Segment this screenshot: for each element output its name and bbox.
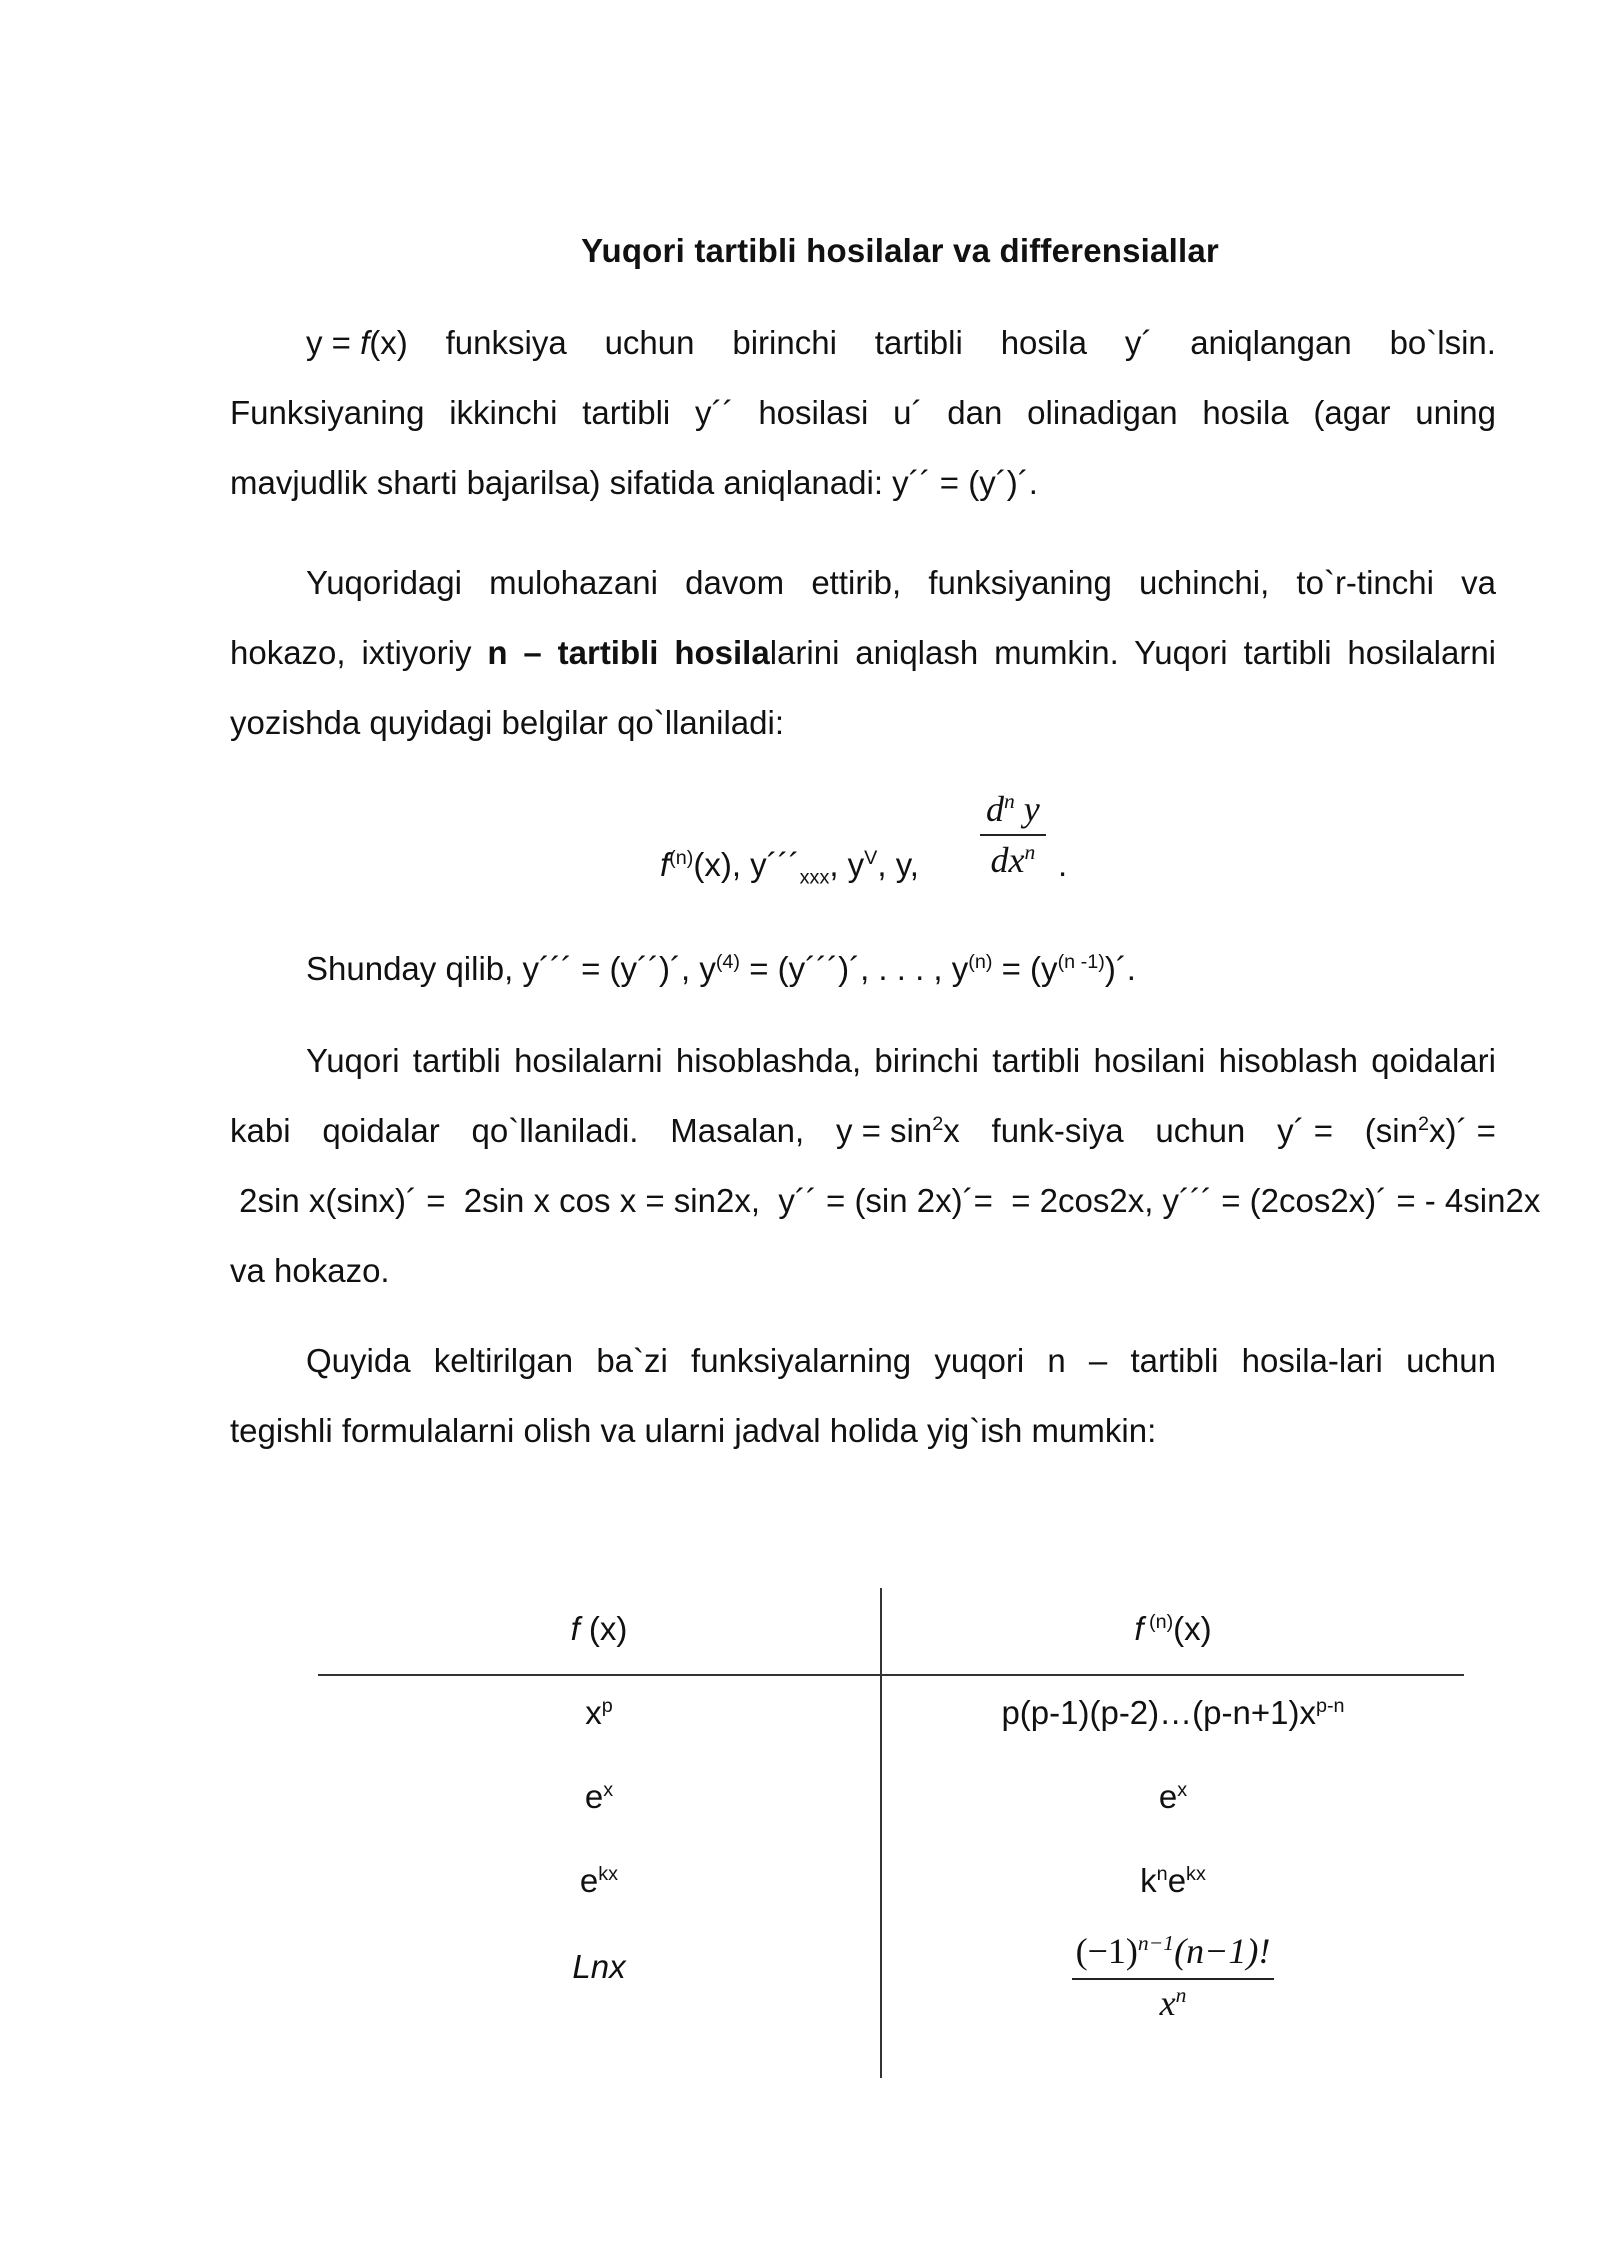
paragraph-4-line-1: Yuqori tartibli hosilalarni hisoblashda, birinchi tartibli hosilani hisoblash qoidalari [306,1042,1496,1079]
table-row: $k^ne^{kx}$ [1140,1862,1206,1899]
table-row: $e^{kx}$ [579,1862,619,1899]
paragraph-1-line-2: Funksiyaning ikkinchi tartibli y´´ hosilasi u´ dan olinadigan hosila (agar uning [230,394,1496,431]
paragraph-2-line-3: yozishda quyidagi belgilar qo`llaniladi: [230,704,785,741]
paragraph-2-line-1: Yuqoridagi mulohazani davom ettirib, funksiyaning uchinchi, to`r-tinchi va [306,564,1496,601]
log-derivative-fraction: $\frac{(-1)^{n-1}(n-1)!}{x^n}$ [1072,1928,1275,2026]
table-row: Lnx [572,1948,626,1985]
paragraph-4-line-3: 2sin x(sinx)´ = 2sin x cos x = sin2x, y´´ = (sin 2x)´= = 2cos2x, y´´´ = (2cos2x)´ = - 4sin2x [230,1182,1541,1219]
derivatives-table [318,1588,1464,2078]
paragraph-4-line-4: va hokazo. [230,1252,390,1289]
table-header-derivative: f $^{(n)}$(x) [1134,1610,1212,1647]
table-row: $x^p$ [585,1694,613,1731]
table-row: $e^x$ [1158,1778,1188,1815]
paragraph-4-line-2: kabi qoidalar qo`llaniladi. Masalan, $y = \sin^2x$ funk-siya uchun y´ = $(\sin^2x)´$ = [230,1112,1496,1149]
paragraph-2 [230,548,1496,758]
table-row: $e^x$ [584,1778,614,1815]
page-title: Yuqori tartibli hosilalar va differensiallar [581,232,1219,269]
paragraph-5-line-1: Quyida keltirilgan ba`zi funksiyalarning yuqori n – tartibli hosila-lari uchun [306,1342,1496,1379]
notation-formula: $f^{(n)}(x)$, $y´´´_{xxx}$, $y^V$, y, $d^n$ y $dx^n$ . [0,786,1600,906]
paragraph-5 [230,1326,1496,1466]
table-header-function: f (x) [570,1610,628,1647]
derivative-fraction: $d^n$ y $dx^n$ [980,786,1046,882]
paragraph-1-line-1: y = f(x) funksiya uchun birinchi tartibli hosila y´ aniqlangan bo`lsin. [306,324,1496,361]
table-row [882,1928,1464,2026]
paragraph-5-line-2: tegishli formulalarni olish va ularni jadval holida yig`ish mumkin: [230,1412,1157,1449]
paragraph-1-line-3: mavjudlik sharti bajarilsa) sifatida aniqlanadi: y´´ = (y´)´. [230,464,1038,501]
paragraph-3: Shunday qilib, y´´´ = (y´´)´, $y^{(4)}$ = (y´´´)´, . . . , $y^{(n)}$ = $(y^{(n -1)})´$. [306,950,1136,987]
paragraph-1 [230,308,1496,518]
paragraph-2-line-2: hokazo, ixtiyoriy n – tartibli hosilalarini aniqlash mumkin. Yuqori tartibli hosilalarni [230,634,1496,671]
table-row: $p(p-1)(p-2)\dots(p-n+1)x^{p-n}$ [1001,1694,1345,1731]
paragraph-4 [230,1026,1541,1306]
table-header-divider [318,1674,1464,1676]
